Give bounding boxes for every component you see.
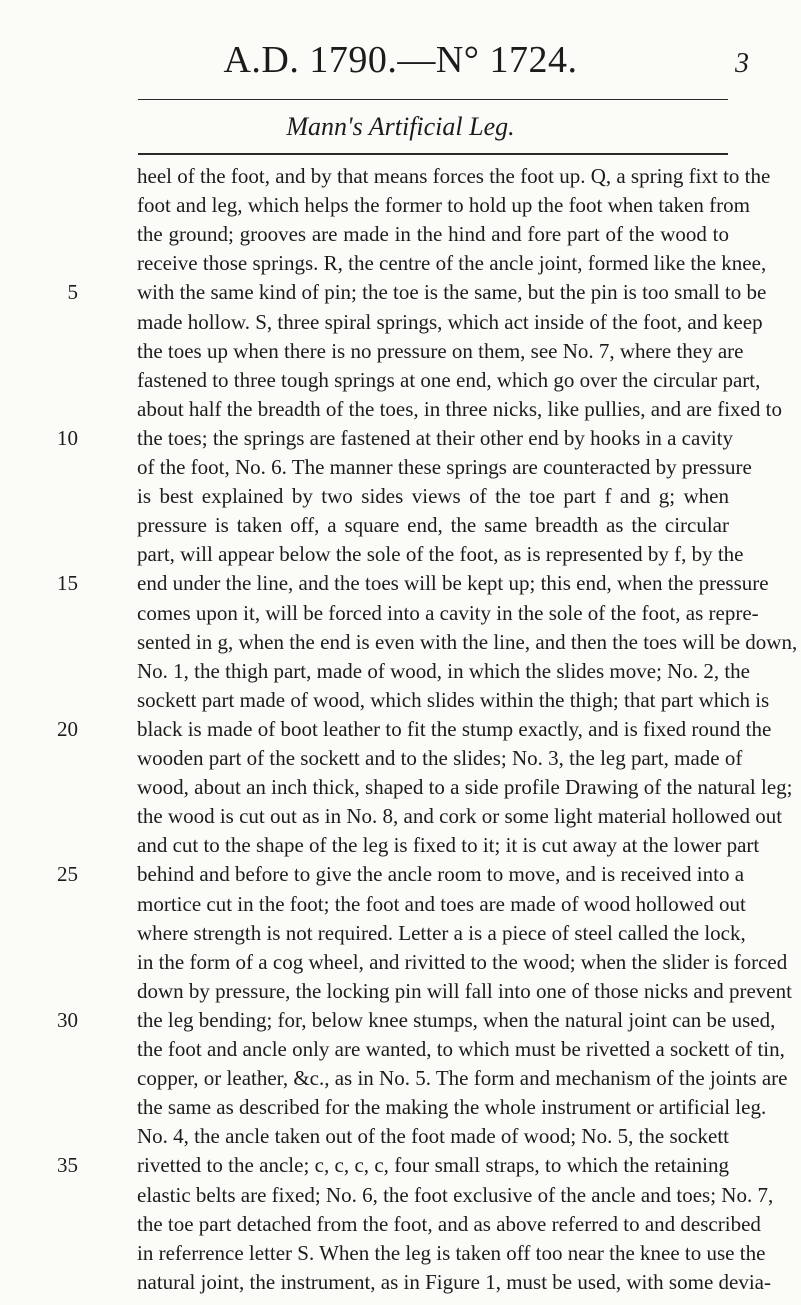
text-line: the toes; the springs are fastened at their other end by hooks in a cavity xyxy=(137,425,733,450)
text-line: sockett part made of wood, which slides within the thigh; that part which is xyxy=(137,687,770,712)
line-number: 35 xyxy=(57,1153,78,1178)
text-line: the foot and ancle only are wanted, to which must be rivetted a sockett of tin, xyxy=(137,1037,785,1061)
text-line: with the same kind of pin; the toe is the same, but the pin is too small to be xyxy=(137,280,767,305)
text-line: part, will appear below the sole of the foot, as is represented by f, by the xyxy=(137,542,744,567)
text-line: No. 4, the ancle taken out of the foot made of wood; No. 5, the sockett xyxy=(137,1124,729,1149)
line-number: 25 xyxy=(57,862,78,887)
text-line: the toes up when there is no pressure on them, see No. 7, where they are xyxy=(137,338,744,363)
text-line: black is made of boot leather to fit the stump exactly, and is fixed round the xyxy=(137,716,772,741)
text-line: comes upon it, will be forced into a cavity in the sole of the foot, as repre- xyxy=(137,600,759,625)
page-title: A.D. 1790.—N° 1724. xyxy=(223,39,578,81)
text-line: and cut to the shape of the leg is fixed to it; it is cut away at the lower part xyxy=(137,833,760,858)
text-line: rivetted to the ancle; c, c, c, c, four small straps, to which the retaining xyxy=(137,1153,729,1178)
text-line: sented in g, when the end is even with the line, and then the toes will be down, xyxy=(137,629,798,654)
text-line: the ground; grooves are made in the hind and fore part of the wood to xyxy=(137,222,729,247)
line-number: 30 xyxy=(57,1007,78,1032)
text-line: pressure is taken off, a square end, the same breadth as the circular xyxy=(137,513,729,538)
text-line: is best explained by two sides views of the toe part f and g; when xyxy=(137,484,729,509)
text-line: in referrence letter S. When the leg is taken off too near the knee to use the xyxy=(137,1240,766,1265)
text-line: heel of the foot, and by that means forces the foot up. Q, a spring fixt to the xyxy=(137,164,771,188)
text-line: copper, or leather, &c., as in No. 5. The form and mechanism of the joints are xyxy=(137,1066,788,1091)
header-rule-top xyxy=(138,99,728,100)
text-line: about half the breadth of the toes, in three nicks, like pullies, and are fixed to xyxy=(137,396,782,421)
text-line: the leg bending; for, below knee stumps, when the natural joint can be used, xyxy=(137,1007,776,1032)
line-number: 15 xyxy=(57,571,78,596)
text-line: the wood is cut out as in No. 8, and cork or some light material hollowed out xyxy=(137,804,783,829)
line-number: 10 xyxy=(57,425,78,450)
line-number: 5 xyxy=(67,280,78,305)
page-number: 3 xyxy=(735,48,749,79)
text-line: where strength is not required. Letter a is a piece of steel called the lock, xyxy=(137,920,746,945)
text-line: wood, about an inch thick, shaped to a side profile Drawing of the natural leg; xyxy=(137,775,793,800)
text-line: receive those springs. R, the centre of the ancle joint, formed like the knee, xyxy=(137,251,767,276)
text-line: elastic belts are fixed; No. 6, the foot exclusive of the ancle and toes; No. 7, xyxy=(137,1182,774,1207)
header-rule-bottom xyxy=(138,153,728,155)
text-line: made hollow. S, three spiral springs, which act inside of the foot, and keep xyxy=(137,309,763,334)
text-line: fastened to three tough springs at one end, which go over the circular part, xyxy=(137,367,761,392)
running-head: Mann's Artificial Leg. xyxy=(286,112,515,141)
text-line: the toe part detached from the foot, and as above referred to and described xyxy=(137,1211,761,1236)
text-line: the same as described for the making the whole instrument or artificial leg. xyxy=(137,1095,767,1120)
text-line: in the form of a cog wheel, and rivitted to the wood; when the slider is forced xyxy=(137,949,788,974)
line-number: 20 xyxy=(57,716,78,741)
text-line: down by pressure, the locking pin will fall into one of those nicks and prevent xyxy=(137,978,792,1003)
text-line: wooden part of the sockett and to the slides; No. 3, the leg part, made of xyxy=(137,746,743,770)
text-line: natural joint, the instrument, as in Figure 1, must be used, with some devia- xyxy=(137,1269,771,1294)
text-line: end under the line, and the toes will be kept up; this end, when the pressure xyxy=(137,571,769,596)
text-line: mortice cut in the foot; the foot and toes are made of wood hollowed out xyxy=(137,891,746,916)
text-line: foot and leg, which helps the former to hold up the foot when taken from xyxy=(137,193,750,218)
text-line: of the foot, No. 6. The manner these springs are counteracted by pressure xyxy=(137,455,752,479)
text-line: behind and before to give the ancle room to move, and is received into a xyxy=(137,862,745,887)
text-line: No. 1, the thigh part, made of wood, in which the slides move; No. 2, the xyxy=(137,658,750,683)
